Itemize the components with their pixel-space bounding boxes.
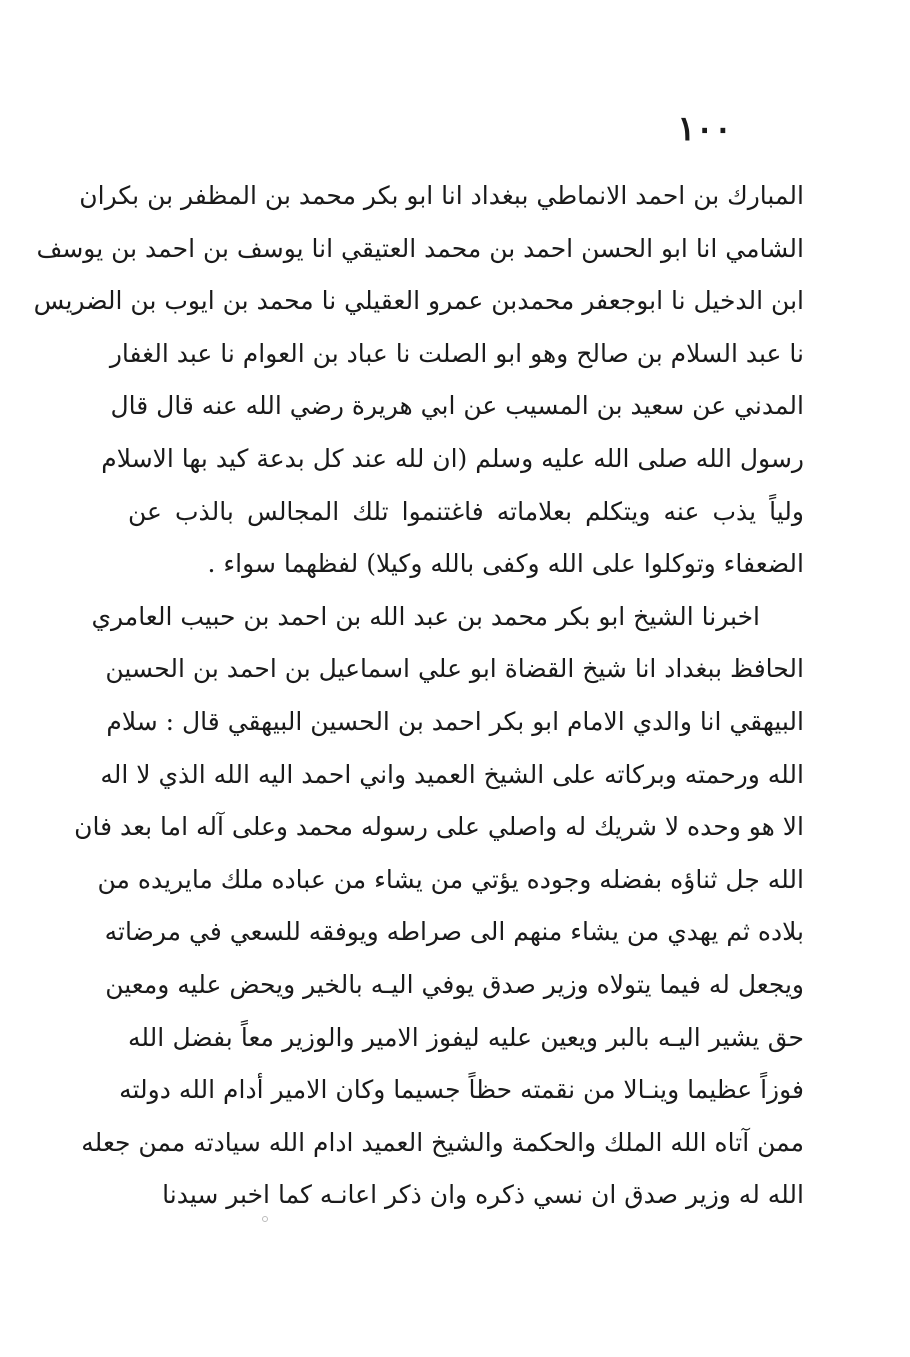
text-line: المبارك بن احمد الانماطي ببغداد انا ابو بكر محمد بن المظفر بن بكران bbox=[79, 181, 804, 210]
text-line: ويجعل له فيما يتولاه وزير صدق يوفي اليـه بالخير ويحض عليه ومعين bbox=[105, 969, 804, 999]
paper-speck bbox=[262, 1216, 268, 1222]
text-line: الله جل ثناؤه بفضله وجوده يؤتي من يشاء من عباده ملك مايريده من bbox=[97, 864, 804, 894]
paragraph-2 bbox=[74, 591, 804, 1222]
text-line: الله له وزير صدق ان نسي ذكره وان ذكر اعانـه كما اخبر سيدنا bbox=[162, 1180, 804, 1210]
paragraph-1 bbox=[33, 170, 804, 591]
text-line: اخبرنا الشيخ ابو بكر محمد بن عبد الله بن احمد بن حبيب العامري bbox=[91, 601, 760, 631]
text-line: ممن آتاه الله الملك والحكمة والشيخ العميد ادام الله سيادته ممن جعله bbox=[81, 1127, 804, 1157]
text-line: نا عبد السلام بن صالح وهو ابو الصلت نا عباد بن العوام نا عبد الغفار bbox=[109, 338, 804, 368]
text-line: رسول الله صلى الله عليه وسلم (ان لله عند كل بدعة كيد بها الاسلام bbox=[101, 443, 804, 473]
text-line: الله ورحمته وبركاته على الشيخ العميد واني احمد اليه الله الذي لا اله bbox=[100, 759, 804, 789]
text-line: البيهقي انا والدي الامام ابو بكر احمد بن الحسين البيهقي قال : سلام bbox=[106, 706, 804, 736]
text-line: الضعفاء وتوكلوا على الله وكفى بالله وكيلا) لفظهما سواء . bbox=[207, 549, 804, 579]
text-line: الا هو وحده لا شريك له واصلي على رسوله محمد وعلى آله اما بعد فان bbox=[74, 812, 804, 842]
page-number: ١٠٠ bbox=[677, 109, 732, 149]
text-line: ابن الدخيل نا ابوجعفر محمدبن عمرو العقيلي نا محمد بن ايوب بن الضريس bbox=[33, 286, 804, 316]
text-line: حق يشير اليـه بالبر ويعين عليه ليفوز الامير والوزير معاً بفضل الله bbox=[128, 1022, 804, 1052]
text-line: الشامي انا ابو الحسن احمد بن محمد العتيقي انا يوسف بن احمد بن يوسف bbox=[36, 233, 804, 263]
text-line: بلاده ثم يهدي من يشاء منهم الى صراطه ويوفقه للسعي في مرضاته bbox=[104, 917, 804, 947]
page-body bbox=[33, 170, 804, 1222]
text-line: ولياً يذب عنه ويتكلم بعلاماته فاغتنموا تلك المجالس بالذب عن bbox=[128, 496, 804, 526]
text-line: المدني عن سعيد بن المسيب عن ابي هريرة رضي الله عنه قال قال bbox=[110, 391, 804, 421]
text-line: فوزاً عظيما وينـالا من نقمته حظاً جسيما وكان الامير أدام الله دولته bbox=[119, 1075, 804, 1105]
text-line: الحافظ ببغداد انا شيخ القضاة ابو علي اسماعيل بن احمد بن الحسين bbox=[105, 654, 804, 684]
